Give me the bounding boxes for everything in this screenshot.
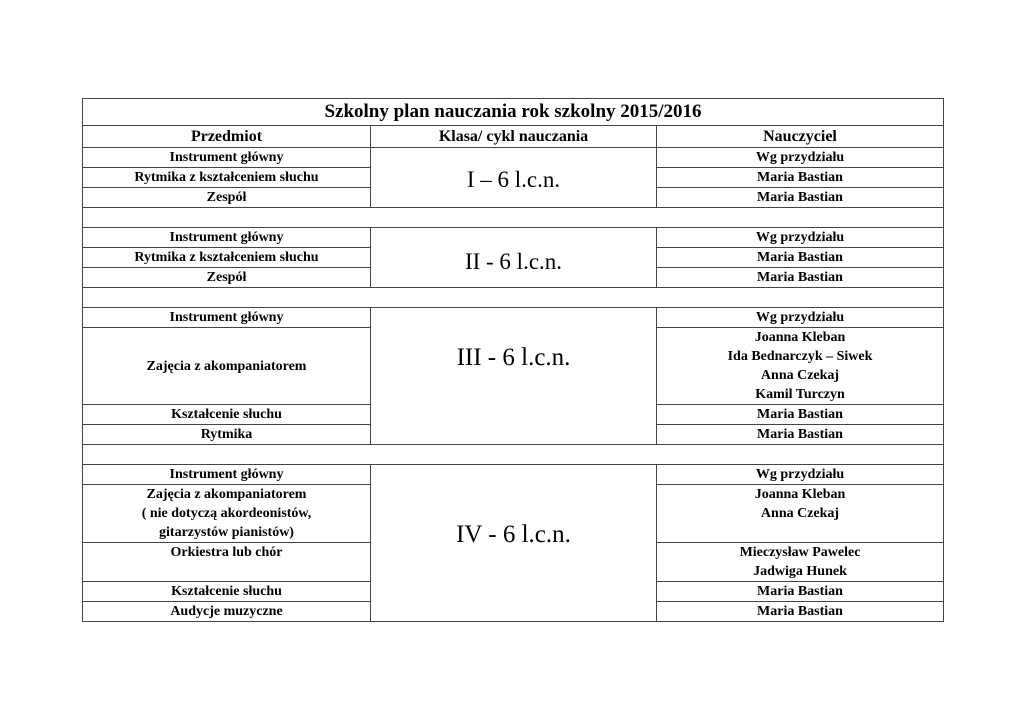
subject-line: gitarzystów pianistów) [159,525,294,540]
teacher-name: Ida Bednarczyk – Siwek [727,349,873,364]
subject-line: ( nie dotyczą akordeonistów, [141,506,312,521]
teacher-cell [657,328,944,405]
teacher-cell: Maria Bastian [657,248,944,268]
teacher-cell: Maria Bastian [657,268,944,288]
teacher-cell: Wg przydziału [657,228,944,248]
class-cycle-cell: I – 6 l.c.n. [371,148,657,208]
subject-line: Zajęcia z akompaniatorem [146,487,307,502]
table-row [83,465,944,485]
teacher-cell: Maria Bastian [657,168,944,188]
spacer-row [83,445,944,465]
header-klasa: Klasa/ cykl nauczania [371,126,657,148]
teacher-cell: Wg przydziału [657,465,944,485]
subject-cell: Kształcenie słuchu [83,582,371,602]
spacer-row [83,288,944,308]
class-cycle-cell: III - 6 l.c.n. [371,308,657,445]
subject-cell: Audycje muzyczne [83,602,371,622]
teacher-name: Mieczysław Pawelec [739,545,861,560]
subject-cell: Zespół [83,268,371,288]
table-row [83,148,944,168]
teacher-cell [657,543,944,582]
subject-cell: Rytmika z kształceniem słuchu [83,168,371,188]
table-row [83,308,944,328]
teacher-name: Anna Czekaj [760,368,840,383]
teacher-cell: Maria Bastian [657,188,944,208]
subject-cell: Zajęcia z akompaniatorem [83,328,371,405]
subject-cell: Rytmika [83,425,371,445]
teaching-plan-table [82,98,944,622]
teacher-cell: Maria Bastian [657,582,944,602]
teacher-cell: Maria Bastian [657,425,944,445]
subject-cell: Rytmika z kształceniem słuchu [83,248,371,268]
subject-cell: Instrument główny [83,148,371,168]
teacher-name: Kamil Turczyn [755,387,845,402]
teacher-name: Jadwiga Hunek [753,564,847,579]
subject-cell [83,485,371,543]
table-row [83,228,944,248]
teacher-name: Joanna Kleban [754,487,846,502]
teacher-cell: Wg przydziału [657,148,944,168]
header-nauczyciel: Nauczyciel [657,126,944,148]
teacher-cell: Wg przydziału [657,308,944,328]
subject-cell: Orkiestra lub chór [83,543,371,582]
teacher-cell: Maria Bastian [657,405,944,425]
subject-cell: Zespół [83,188,371,208]
spacer-row [83,208,944,228]
teacher-cell: Maria Bastian [657,602,944,622]
subject-cell: Instrument główny [83,465,371,485]
teacher-name: Joanna Kleban [754,330,846,345]
teacher-name: Anna Czekaj [760,506,840,521]
header-przedmiot: Przedmiot [83,126,371,148]
class-cycle-cell: II - 6 l.c.n. [371,228,657,288]
subject-cell: Instrument główny [83,228,371,248]
table-title: Szkolny plan nauczania rok szkolny 2015/2016 [83,99,944,126]
subject-cell: Instrument główny [83,308,371,328]
class-cycle-cell: IV - 6 l.c.n. [371,465,657,622]
teacher-cell [657,485,944,543]
subject-cell: Kształcenie słuchu [83,405,371,425]
